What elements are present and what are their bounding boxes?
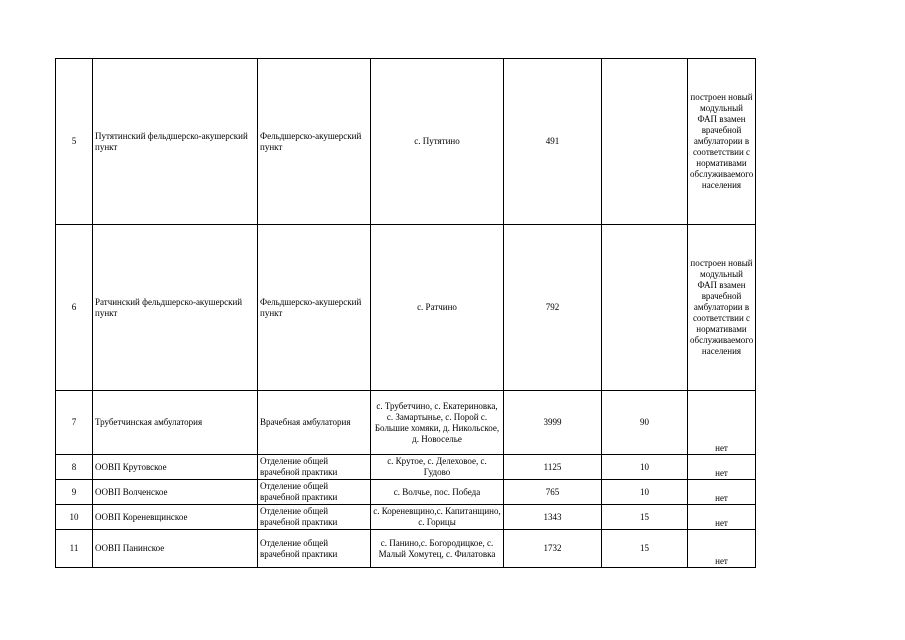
table-row — [56, 505, 756, 530]
table-row — [56, 59, 756, 225]
note-cell: нет — [688, 505, 756, 530]
note-cell: нет — [688, 480, 756, 505]
facility-type: Фельдшерско-акушерский пункт — [258, 59, 371, 225]
capacity-cell: 10 — [602, 480, 688, 505]
facility-name: ООВП Панинское — [93, 530, 258, 568]
facility-location: с. Панино,с. Богородицкое, с. Малый Хомутец, с. Филатовка — [371, 530, 504, 568]
facility-name: Путятинский фельдшерско-акушерский пункт — [93, 59, 258, 225]
facility-location: с. Путятино — [371, 59, 504, 225]
note-cell: нет — [688, 391, 756, 455]
row-number: 5 — [56, 59, 93, 225]
row-number: 7 — [56, 391, 93, 455]
facilities-table — [55, 58, 756, 568]
facility-name: ООВП Волченское — [93, 480, 258, 505]
population-cell: 792 — [504, 225, 602, 391]
note-cell: построен новый модульный ФАП взамен врачебной амбулатории в соответствии с нормативами обслуживаемого населения — [688, 225, 756, 391]
facility-type: Отделение общей врачебной практики — [258, 455, 371, 480]
note-cell: нет — [688, 530, 756, 568]
facility-name: ООВП Кореневщинское — [93, 505, 258, 530]
facility-location: с. Ратчино — [371, 225, 504, 391]
note-cell: построен новый модульный ФАП взамен врачебной амбулатории в соответствии с нормативами обслуживаемого населения — [688, 59, 756, 225]
capacity-cell — [602, 225, 688, 391]
facility-type: Отделение общей врачебной практики — [258, 530, 371, 568]
facility-location: с. Трубетчино, с. Екатериновка, с. Замартынье, с. Порой с. Большие хомяки, д. Никольское, д. Новоселье — [371, 391, 504, 455]
facility-type: Отделение общей врачебной практики — [258, 505, 371, 530]
row-number: 10 — [56, 505, 93, 530]
table-row — [56, 530, 756, 568]
row-number: 9 — [56, 480, 93, 505]
facility-name: Ратчинский фельдшерско-акушерский пункт — [93, 225, 258, 391]
facility-name: Трубетчинская амбулатория — [93, 391, 258, 455]
population-cell: 491 — [504, 59, 602, 225]
table-row — [56, 225, 756, 391]
capacity-cell: 15 — [602, 505, 688, 530]
row-number: 8 — [56, 455, 93, 480]
capacity-cell: 90 — [602, 391, 688, 455]
population-cell: 3999 — [504, 391, 602, 455]
capacity-cell — [602, 59, 688, 225]
row-number: 11 — [56, 530, 93, 568]
row-number: 6 — [56, 225, 93, 391]
facility-location: с. Крутое, с. Делеховое, с. Гудово — [371, 455, 504, 480]
facility-type: Фельдшерско-акушерский пункт — [258, 225, 371, 391]
population-cell: 1125 — [504, 455, 602, 480]
capacity-cell: 15 — [602, 530, 688, 568]
facility-name: ООВП Крутовское — [93, 455, 258, 480]
population-cell: 1343 — [504, 505, 602, 530]
population-cell: 1732 — [504, 530, 602, 568]
population-cell: 765 — [504, 480, 602, 505]
facility-type: Врачебная амбулатория — [258, 391, 371, 455]
facility-type: Отделение общей врачебной практики — [258, 480, 371, 505]
table-row — [56, 391, 756, 455]
table-row — [56, 480, 756, 505]
table-row — [56, 455, 756, 480]
capacity-cell: 10 — [602, 455, 688, 480]
facility-location: с. Кореневщино,с. Капитанщино, с. Горицы — [371, 505, 504, 530]
facility-location: с. Волчье, пос. Победа — [371, 480, 504, 505]
note-cell: нет — [688, 455, 756, 480]
